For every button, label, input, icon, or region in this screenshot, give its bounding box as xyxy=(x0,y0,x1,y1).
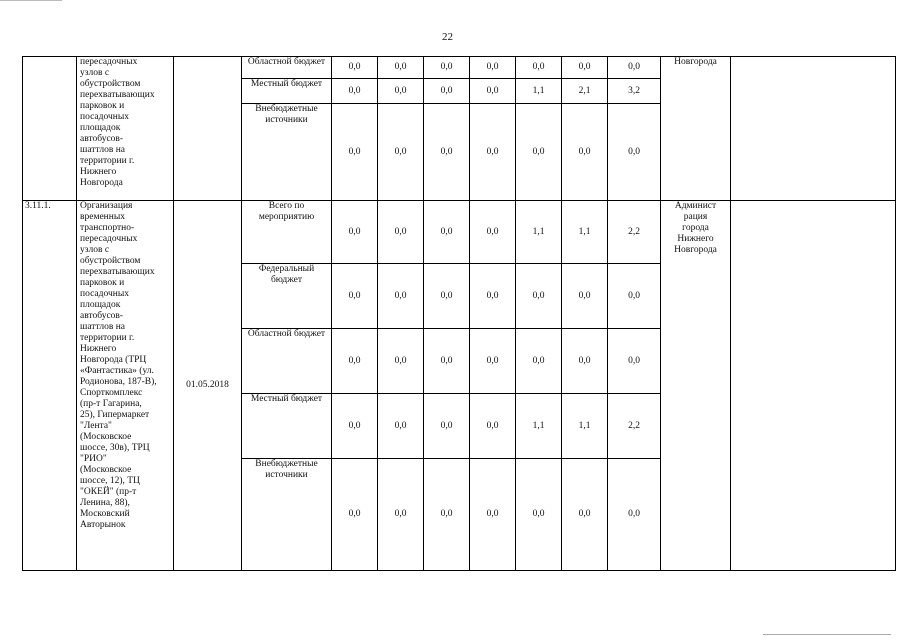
funding-source-cell: Внебюджетные источники xyxy=(242,459,332,571)
name-line: временных xyxy=(80,212,125,222)
value-cell: 3,2 xyxy=(608,79,661,104)
name-line: Новгорода (ТРЦ xyxy=(80,355,147,365)
responsible-line: Админист xyxy=(674,201,717,211)
value-cell: 0,0 xyxy=(378,79,424,104)
name-line: площадок xyxy=(80,123,121,133)
name-line: транспортно- xyxy=(80,223,135,233)
value-cell: 0,0 xyxy=(332,79,378,104)
name-line: посадочных xyxy=(80,289,129,299)
value-cell: 0,0 xyxy=(470,459,516,571)
value-cell: 0,0 xyxy=(424,57,470,79)
value-cell: 0,0 xyxy=(516,104,562,201)
name-line: Московский xyxy=(80,509,130,519)
value-cell: 1,1 xyxy=(516,394,562,459)
value-cell: 0,0 xyxy=(332,57,378,79)
name-line: перехватывающих xyxy=(80,90,155,100)
value-cell: 0,0 xyxy=(424,201,470,264)
value-cell: 0,0 xyxy=(562,459,608,571)
value-cell: 0,0 xyxy=(608,459,661,571)
value-cell: 0,0 xyxy=(424,329,470,394)
value-cell: 0,0 xyxy=(562,57,608,79)
value-cell: 0,0 xyxy=(516,57,562,79)
date-cell xyxy=(174,57,242,201)
value-cell: 0,0 xyxy=(562,329,608,394)
responsible-line: рация xyxy=(683,212,708,222)
funding-source-cell: Областной бюджет xyxy=(242,57,332,79)
value-cell: 0,0 xyxy=(470,201,516,264)
value-cell: 0,0 xyxy=(332,201,378,264)
value-cell: 0,0 xyxy=(562,104,608,201)
value-cell: 0,0 xyxy=(332,264,378,329)
name-line: Нижнего xyxy=(80,167,117,177)
funding-source-cell: Внебюджетные источники xyxy=(242,104,332,201)
value-cell: 0,0 xyxy=(378,264,424,329)
value-cell: 0,0 xyxy=(608,329,661,394)
value-cell: 0,0 xyxy=(470,79,516,104)
value-cell: 0,0 xyxy=(332,329,378,394)
funding-source-cell: Федеральный бюджет xyxy=(242,264,332,329)
name-line: обустройством xyxy=(80,256,141,266)
name-line: 25), Гипермаркет xyxy=(80,410,150,420)
item-code-cell: 3.11.1. xyxy=(23,201,77,571)
value-cell: 0,0 xyxy=(608,264,661,329)
value-cell: 1,1 xyxy=(516,201,562,264)
value-cell: 0,0 xyxy=(332,459,378,571)
value-cell: 2,1 xyxy=(562,79,608,104)
value-cell: 0,0 xyxy=(378,57,424,79)
value-cell: 0,0 xyxy=(378,104,424,201)
value-cell: 0,0 xyxy=(378,201,424,264)
name-line: "Лента" xyxy=(80,421,112,431)
responsible-line: Новгорода xyxy=(674,245,717,255)
value-cell: 0,0 xyxy=(608,57,661,79)
scan-edge-line xyxy=(763,634,891,635)
value-cell: 0,0 xyxy=(424,459,470,571)
date-cell: 01.05.2018 xyxy=(174,201,242,571)
name-line: Нижнего xyxy=(80,344,117,354)
funding-source-cell: Местный бюджет xyxy=(242,394,332,459)
funding-source-cell: Местный бюджет xyxy=(242,79,332,104)
name-line: обустройством xyxy=(80,79,141,89)
name-line: узлов с xyxy=(80,68,110,78)
name-line: Авторынок xyxy=(80,520,126,530)
name-line: автобусов- xyxy=(80,134,124,144)
result-cell xyxy=(731,201,896,571)
responsible-cell xyxy=(661,201,731,571)
value-cell: 0,0 xyxy=(332,104,378,201)
value-cell: 0,0 xyxy=(378,394,424,459)
name-line: (Московское xyxy=(80,465,132,475)
value-cell: 0,0 xyxy=(470,264,516,329)
name-line: автобусов- xyxy=(80,311,124,321)
item-name-cell xyxy=(77,201,174,571)
name-line: "ОКЕЙ" (пр-т xyxy=(80,487,137,497)
table-row xyxy=(23,201,896,264)
name-line: «Фантастика» (ул. xyxy=(80,366,154,376)
funding-source-cell: Областной бюджет xyxy=(242,329,332,394)
name-line: (пр-т Гагарина, xyxy=(80,399,142,409)
value-cell: 0,0 xyxy=(424,104,470,201)
value-cell: 0,0 xyxy=(378,459,424,571)
name-line: Ленина, 88), xyxy=(80,498,130,508)
name-line: Родионова, 187-В), xyxy=(80,377,157,387)
name-line: перехватывающих xyxy=(80,267,155,277)
name-line: Организация xyxy=(80,201,133,211)
value-cell: 0,0 xyxy=(470,57,516,79)
responsible-line: города xyxy=(682,223,709,233)
value-cell: 0,0 xyxy=(378,329,424,394)
name-line: Новгорода xyxy=(80,178,123,188)
name-line: пересадочных xyxy=(80,234,138,244)
funding-source-cell: Всего по мероприятию xyxy=(242,201,332,264)
value-cell: 0,0 xyxy=(516,264,562,329)
value-cell: 0,0 xyxy=(516,459,562,571)
name-line: шаттлов на xyxy=(80,322,126,332)
value-cell: 0,0 xyxy=(332,394,378,459)
name-line: территории г. xyxy=(80,156,135,166)
value-cell: 0,0 xyxy=(562,264,608,329)
value-cell: 0,0 xyxy=(470,394,516,459)
value-cell: 1,1 xyxy=(562,394,608,459)
value-cell: 0,0 xyxy=(608,104,661,201)
item-code-cell xyxy=(23,57,77,201)
value-cell: 2,2 xyxy=(608,201,661,264)
name-line: парковок и xyxy=(80,278,125,288)
value-cell: 0,0 xyxy=(470,104,516,201)
name-line: пересадочных xyxy=(80,57,138,67)
name-line: (Московское xyxy=(80,432,132,442)
item-name-cell xyxy=(77,57,174,201)
value-cell: 0,0 xyxy=(470,329,516,394)
value-cell: 0,0 xyxy=(424,79,470,104)
value-cell: 1,1 xyxy=(562,201,608,264)
budget-table xyxy=(22,56,896,571)
name-line: Спорткомплекс xyxy=(80,388,143,398)
name-line: территории г. xyxy=(80,333,135,343)
scan-edge-line xyxy=(0,0,62,1)
responsible-cell: Новгорода xyxy=(661,57,731,201)
responsible-line: Нижнего xyxy=(677,234,714,244)
name-line: площадок xyxy=(80,300,121,310)
name-line: шоссе, 12), ТЦ xyxy=(80,476,140,486)
value-cell: 0,0 xyxy=(424,394,470,459)
result-cell xyxy=(731,57,896,201)
value-cell: 0,0 xyxy=(516,329,562,394)
name-line: посадочных xyxy=(80,112,129,122)
name-line: узлов с xyxy=(80,245,110,255)
name-line: шаттлов на xyxy=(80,145,126,155)
name-line: парковок и xyxy=(80,101,125,111)
name-line: шоссе, 30в), ТРЦ xyxy=(80,443,150,453)
page-number: 22 xyxy=(442,31,453,43)
value-cell: 1,1 xyxy=(516,79,562,104)
value-cell: 0,0 xyxy=(424,264,470,329)
value-cell: 2,2 xyxy=(608,394,661,459)
table-row xyxy=(23,57,896,79)
name-line: "РИО" xyxy=(80,454,107,464)
